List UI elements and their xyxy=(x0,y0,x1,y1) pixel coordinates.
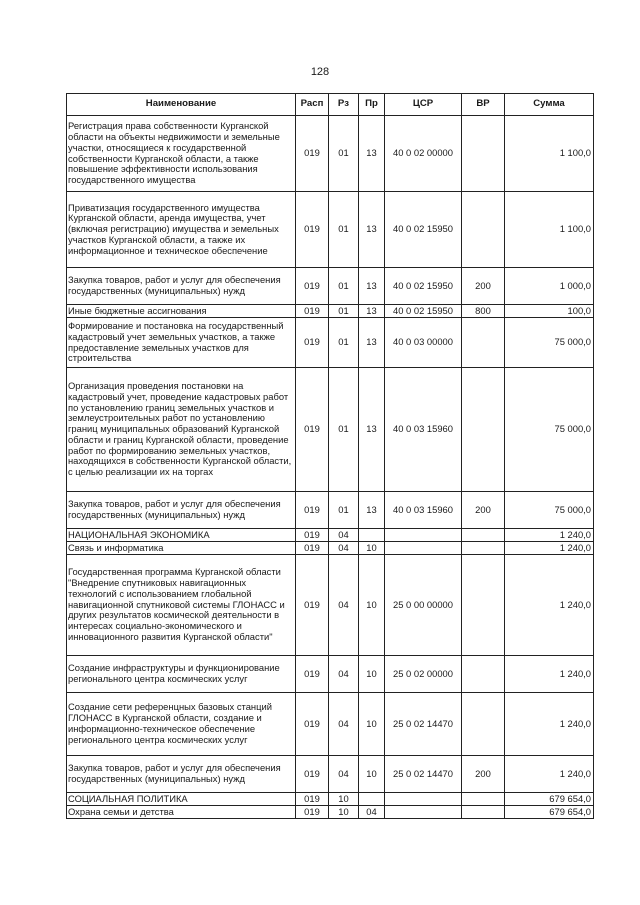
table-row xyxy=(67,555,594,656)
row-vr: 800 xyxy=(462,305,505,318)
row-name: Создание инфраструктуры и функционирование регионального центра космических услуг xyxy=(67,656,296,693)
row-csr: 40 0 03 00000 xyxy=(385,318,462,368)
header-sum: Сумма xyxy=(505,94,594,116)
row-rasp: 019 xyxy=(296,555,329,656)
row-rasp: 019 xyxy=(296,305,329,318)
row-csr: 25 0 02 00000 xyxy=(385,656,462,693)
row-name: Организация проведения постановки на кадастровый учет, проведение кадастровых работ по установлению границ земельных участков и землеустроительных работ по установлению границ муниципальных образований Курганской области и границ Курганской области, проведение работ по формированию земельных участков, находящихся в собственности Курганской области, с целью реализации их на торгах xyxy=(67,368,296,492)
row-csr: 25 0 00 00000 xyxy=(385,555,462,656)
row-pr: 13 xyxy=(359,116,385,192)
row-rasp: 019 xyxy=(296,268,329,305)
row-rz: 10 xyxy=(329,793,359,806)
row-rasp: 019 xyxy=(296,542,329,555)
row-rz: 01 xyxy=(329,305,359,318)
row-rz: 10 xyxy=(329,806,359,819)
row-rz: 01 xyxy=(329,268,359,305)
row-pr: 13 xyxy=(359,318,385,368)
row-sum: 1 240,0 xyxy=(505,756,594,793)
row-name: Связь и информатика xyxy=(67,542,296,555)
row-csr: 40 0 02 00000 xyxy=(385,116,462,192)
row-name: Закупка товаров, работ и услуг для обеспечения государственных (муниципальных) нужд xyxy=(67,492,296,529)
budget-table xyxy=(66,93,594,819)
row-rasp: 019 xyxy=(296,492,329,529)
row-csr xyxy=(385,529,462,542)
table-row xyxy=(67,793,594,806)
table-row xyxy=(67,192,594,268)
header-name: Наименование xyxy=(67,94,296,116)
row-rz: 01 xyxy=(329,492,359,529)
row-name: Приватизация государственного имущества Курганской области, аренда имущества, учет (включая регистрацию) имущества и земельных участков Курганской области, а также их информационное и техническое обеспечение xyxy=(67,192,296,268)
table-row xyxy=(67,693,594,756)
row-pr: 10 xyxy=(359,555,385,656)
row-sum: 1 240,0 xyxy=(505,656,594,693)
row-sum: 100,0 xyxy=(505,305,594,318)
row-vr xyxy=(462,192,505,268)
row-vr xyxy=(462,542,505,555)
row-sum: 1 100,0 xyxy=(505,192,594,268)
table-row xyxy=(67,806,594,819)
row-rz: 04 xyxy=(329,529,359,542)
row-rasp: 019 xyxy=(296,806,329,819)
row-name: СОЦИАЛЬНАЯ ПОЛИТИКА xyxy=(67,793,296,806)
row-pr: 13 xyxy=(359,492,385,529)
row-rasp: 019 xyxy=(296,529,329,542)
row-vr xyxy=(462,318,505,368)
row-name: Охрана семьи и детства xyxy=(67,806,296,819)
table-row xyxy=(67,305,594,318)
row-csr: 40 0 03 15960 xyxy=(385,368,462,492)
row-name: Регистрация права собственности Курганской области на объекты недвижимости и земельные участки, относящиеся к государственной собственности Курганской области, а также повышение эффективности использования государственного имущества xyxy=(67,116,296,192)
row-sum: 679 654,0 xyxy=(505,806,594,819)
row-rasp: 019 xyxy=(296,756,329,793)
row-vr xyxy=(462,555,505,656)
row-vr: 200 xyxy=(462,268,505,305)
row-csr: 40 0 02 15950 xyxy=(385,268,462,305)
table-row xyxy=(67,368,594,492)
table-header-row xyxy=(67,94,594,116)
row-rz: 04 xyxy=(329,656,359,693)
row-rasp: 019 xyxy=(296,656,329,693)
row-rasp: 019 xyxy=(296,368,329,492)
row-name: Иные бюджетные ассигнования xyxy=(67,305,296,318)
table-row xyxy=(67,542,594,555)
row-pr: 10 xyxy=(359,542,385,555)
table-row xyxy=(67,268,594,305)
row-sum: 679 654,0 xyxy=(505,793,594,806)
row-pr: 04 xyxy=(359,806,385,819)
row-csr: 40 0 02 15950 xyxy=(385,192,462,268)
row-name: Создание сети референцных базовых станций ГЛОНАСС в Курганской области, создание и информационно-техническое обеспечение регионального центра космических услуг xyxy=(67,693,296,756)
row-sum: 1 240,0 xyxy=(505,542,594,555)
row-rz: 01 xyxy=(329,368,359,492)
row-rasp: 019 xyxy=(296,192,329,268)
row-pr: 10 xyxy=(359,693,385,756)
row-pr xyxy=(359,793,385,806)
row-rasp: 019 xyxy=(296,116,329,192)
row-sum: 1 100,0 xyxy=(505,116,594,192)
row-rasp: 019 xyxy=(296,693,329,756)
row-csr xyxy=(385,806,462,819)
row-pr: 10 xyxy=(359,656,385,693)
table-row xyxy=(67,492,594,529)
row-csr xyxy=(385,793,462,806)
row-rz: 04 xyxy=(329,542,359,555)
table-row xyxy=(67,756,594,793)
row-csr: 25 0 02 14470 xyxy=(385,693,462,756)
header-csr: ЦСР xyxy=(385,94,462,116)
table-row xyxy=(67,116,594,192)
row-rz: 04 xyxy=(329,555,359,656)
row-rz: 01 xyxy=(329,116,359,192)
row-csr: 40 0 03 15960 xyxy=(385,492,462,529)
row-rz: 04 xyxy=(329,756,359,793)
row-name: Закупка товаров, работ и услуг для обеспечения государственных (муниципальных) нужд xyxy=(67,268,296,305)
header-rz: Рз xyxy=(329,94,359,116)
row-rasp: 019 xyxy=(296,318,329,368)
row-vr xyxy=(462,793,505,806)
row-rasp: 019 xyxy=(296,793,329,806)
row-csr xyxy=(385,542,462,555)
table-row xyxy=(67,656,594,693)
header-pr: Пр xyxy=(359,94,385,116)
header-vr: ВР xyxy=(462,94,505,116)
row-name: Государственная программа Курганской области "Внедрение спутниковых навигационных технологий с использованием глобальной навигационной спутниковой системы ГЛОНАСС и других результатов космической деятельности в интересах социально-экономического и инновационного развития Курганской области" xyxy=(67,555,296,656)
row-rz: 01 xyxy=(329,192,359,268)
row-sum: 75 000,0 xyxy=(505,368,594,492)
row-vr xyxy=(462,656,505,693)
row-sum: 1 240,0 xyxy=(505,555,594,656)
row-pr: 13 xyxy=(359,368,385,492)
row-sum: 75 000,0 xyxy=(505,318,594,368)
row-vr xyxy=(462,529,505,542)
table-row xyxy=(67,318,594,368)
row-pr: 13 xyxy=(359,192,385,268)
row-pr: 13 xyxy=(359,268,385,305)
row-sum: 1 000,0 xyxy=(505,268,594,305)
row-vr xyxy=(462,806,505,819)
row-csr: 25 0 02 14470 xyxy=(385,756,462,793)
header-rasp: Расп xyxy=(296,94,329,116)
row-sum: 1 240,0 xyxy=(505,693,594,756)
row-vr: 200 xyxy=(462,492,505,529)
row-name: Формирование и постановка на государственный кадастровый учет земельных участков, а также предоставление земельных участков для строительства xyxy=(67,318,296,368)
row-name: Закупка товаров, работ и услуг для обеспечения государственных (муниципальных) нужд xyxy=(67,756,296,793)
row-rz: 04 xyxy=(329,693,359,756)
table-row xyxy=(67,529,594,542)
row-vr: 200 xyxy=(462,756,505,793)
row-vr xyxy=(462,693,505,756)
row-pr xyxy=(359,529,385,542)
row-csr: 40 0 02 15950 xyxy=(385,305,462,318)
row-name: НАЦИОНАЛЬНАЯ ЭКОНОМИКА xyxy=(67,529,296,542)
row-vr xyxy=(462,368,505,492)
page-number: 128 xyxy=(310,66,330,78)
row-sum: 1 240,0 xyxy=(505,529,594,542)
row-rz: 01 xyxy=(329,318,359,368)
row-vr xyxy=(462,116,505,192)
row-sum: 75 000,0 xyxy=(505,492,594,529)
row-pr: 13 xyxy=(359,305,385,318)
row-pr: 10 xyxy=(359,756,385,793)
